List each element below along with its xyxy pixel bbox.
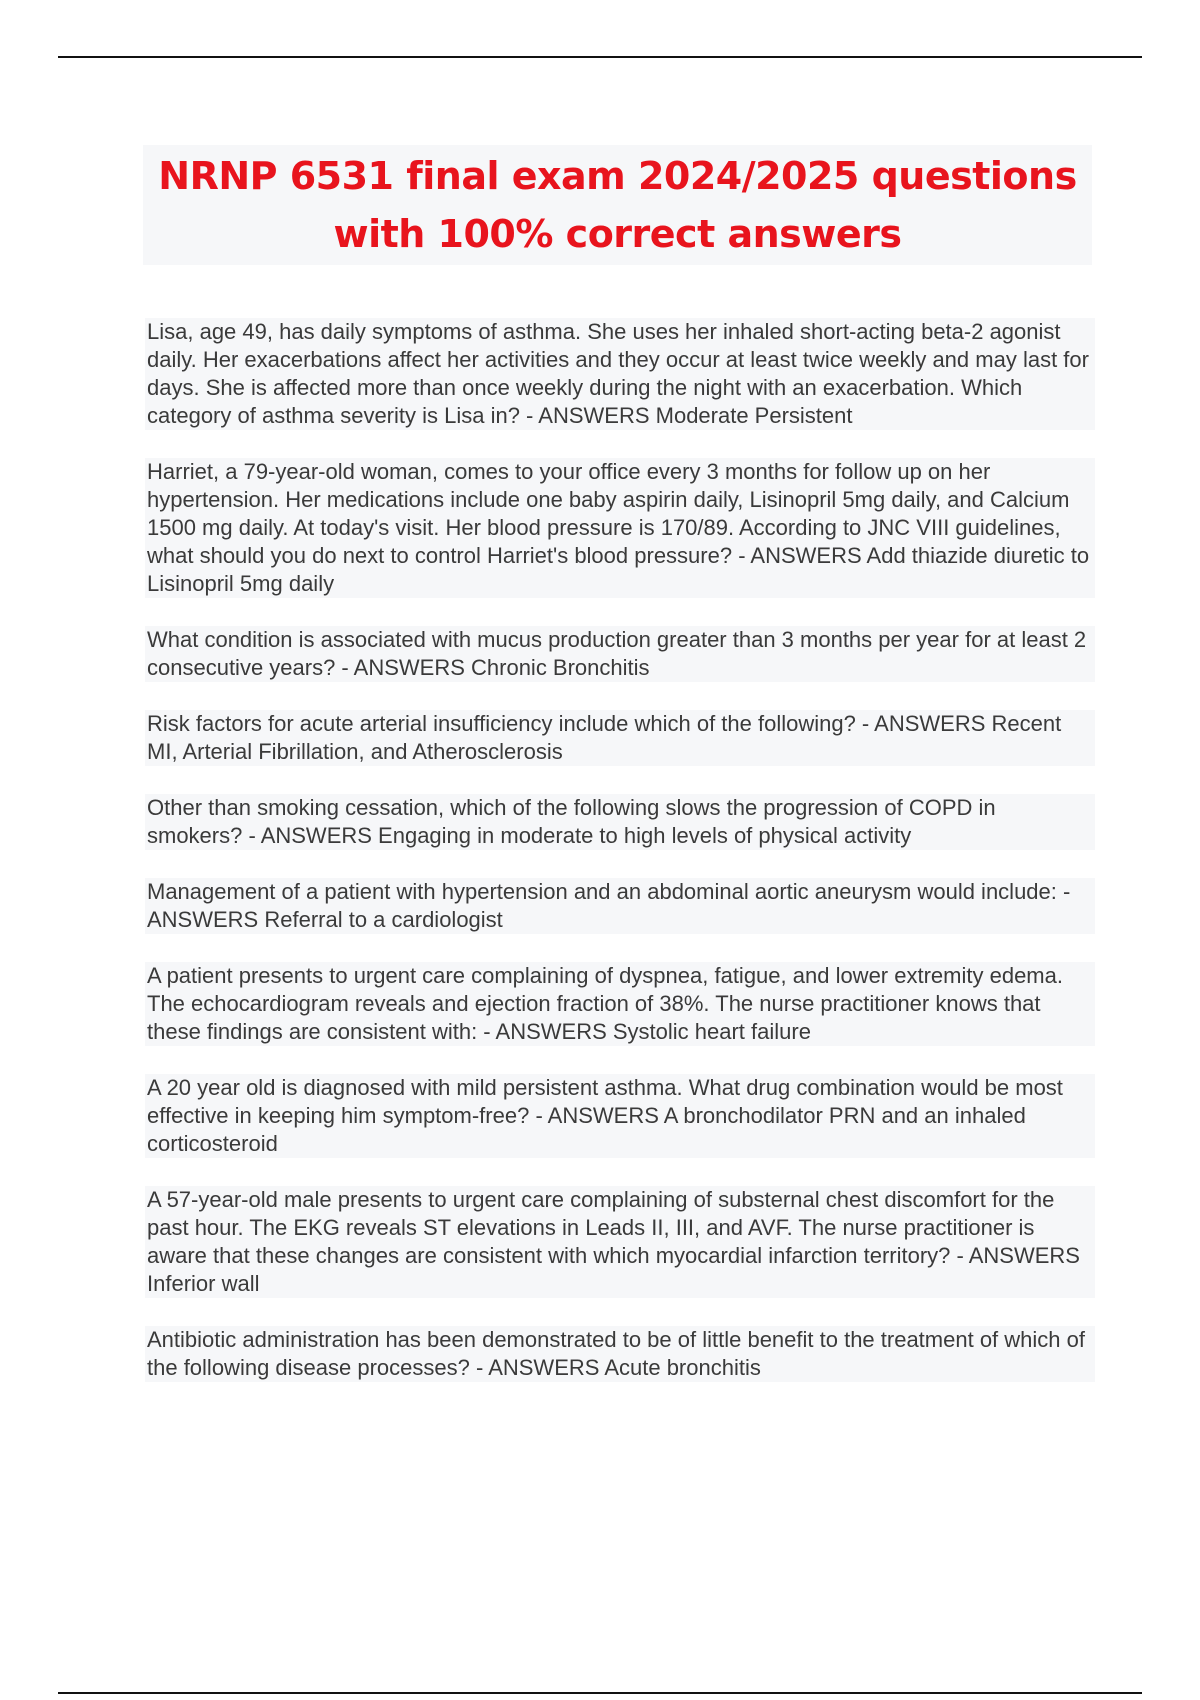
title-line-1: NRNP 6531 final exam 2024/2025 questions <box>158 154 1077 198</box>
qa-item-8: A 20 year old is diagnosed with mild persistent asthma. What drug combination would be most effective in keeping him symptom-free? - ANSWERS A bronchodilator PRN and an inhaled corticosteroid <box>145 1074 1095 1158</box>
bottom-rule <box>58 1692 1142 1694</box>
qa-item-1: Lisa, age 49, has daily symptoms of asthma. She uses her inhaled short-acting beta-2 agonist daily. Her exacerbations affect her activities and they occur at least twice weekly and may last for days. She is affected more than once weekly during the night with an exacerbation. Which category of asthma severity is Lisa in? - ANSWERS Moderate Persistent <box>145 318 1095 430</box>
qa-item-4: Risk factors for acute arterial insufficiency include which of the following? - ANSWERS Recent MI, Arterial Fibrillation, and Atherosclerosis <box>145 710 1095 766</box>
qa-item-9: A 57-year-old male presents to urgent care complaining of substernal chest discomfort for the past hour. The EKG reveals ST elevations in Leads II, III, and AVF. The nurse practitioner is aware that these changes are consistent with which myocardial infarction territory? - ANSWERS Inferior wall <box>145 1186 1095 1298</box>
top-rule <box>58 56 1142 58</box>
title-line-2: with 100% correct answers <box>333 212 902 256</box>
document-title <box>143 145 1092 265</box>
qa-item-5: Other than smoking cessation, which of the following slows the progression of COPD in smokers? - ANSWERS Engaging in moderate to high levels of physical activity <box>145 794 1095 850</box>
qa-item-7: A patient presents to urgent care complaining of dyspnea, fatigue, and lower extremity edema. The echocardiogram reveals and ejection fraction of 38%. The nurse practitioner knows that these findings are consistent with: - ANSWERS Systolic heart failure <box>145 962 1095 1046</box>
question-answer-list <box>145 318 1095 1410</box>
qa-item-6: Management of a patient with hypertension and an abdominal aortic aneurysm would include: - ANSWERS Referral to a cardiologist <box>145 878 1095 934</box>
qa-item-2: Harriet, a 79-year-old woman, comes to your office every 3 months for follow up on her hypertension. Her medications include one baby aspirin daily, Lisinopril 5mg daily, and Calcium 1500 mg daily. At today's visit. Her blood pressure is 170/89. According to JNC VIII guidelines, what should you do next to control Harriet's blood pressure? - ANSWERS Add thiazide diuretic to Lisinopril 5mg daily <box>145 458 1095 598</box>
qa-item-10: Antibiotic administration has been demonstrated to be of little benefit to the treatment of which of the following disease processes? - ANSWERS Acute bronchitis <box>145 1326 1095 1382</box>
qa-item-3: What condition is associated with mucus production greater than 3 months per year for at least 2 consecutive years? - ANSWERS Chronic Bronchitis <box>145 626 1095 682</box>
